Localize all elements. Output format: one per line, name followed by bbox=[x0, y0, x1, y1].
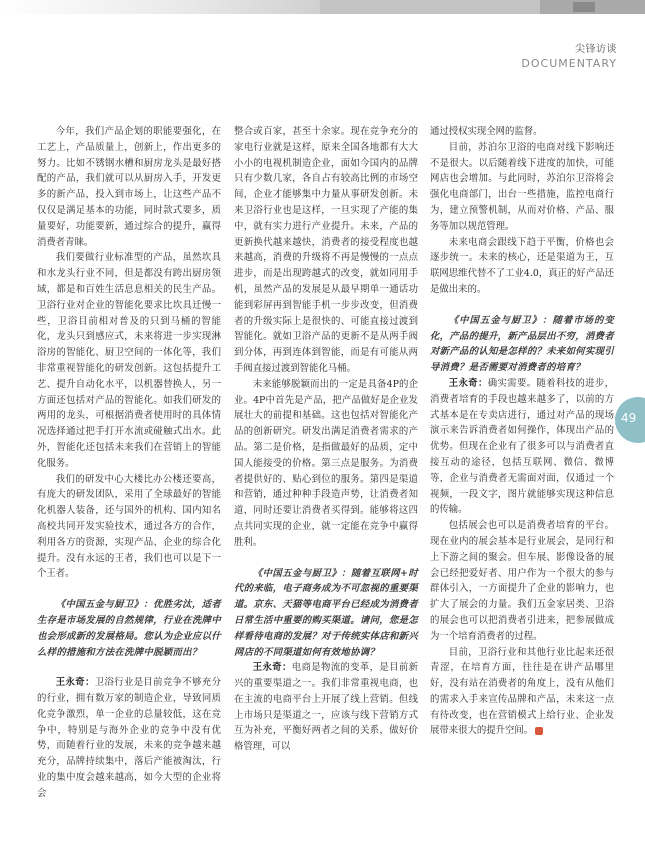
paragraph-text: 目前，卫浴行业和其他行业比起来还很青涩，在培育方面，往往是在讲产品哪里好，没有站在消费者的角度上，没有从他们的需求入手来宣传品牌和产品，未来这一点有待改变，也在营销模式上给行业、企业发展带来很大的提升空间。 bbox=[430, 646, 614, 737]
header-band-notch bbox=[573, 2, 595, 12]
interview-answer bbox=[234, 660, 418, 755]
paragraph: 目前，苏泊尔卫浴的电商对线下影响还不是很大。以后随着线下进度的加快，可能网店也会增加。与此同时，苏泊尔卫浴将会强化电商部门，出台一些措施，监控电商行为，建立预警机制，从而对价格、产品、服务等加以规范管理。 bbox=[430, 141, 614, 232]
section-label bbox=[521, 40, 617, 70]
header-band-gradient bbox=[0, 0, 320, 14]
paragraph: 包括展会也可以是消费者培育的平台。现在业内的展会基本是行业展会，是同行和上下游之间的聚会。但车展、影像设备的展会已经把爱好者、用户作为一个很大的参与群体引入，一方面提升了企业的影响力，也扩大了展会的力量。我们五金家居类、卫浴的展会也可以把消费者引进来，把参展做成为一个培育消费者的过程。 bbox=[430, 520, 614, 642]
paragraph: 我们要做行业标准型的产品，虽然坎具和水龙头行业不同，但是都没有跨出厨房领域，都是和百姓生活息息相关的民生产品。卫浴行业对企业的智能化要求比坎具迁慢一些，卫浴目前相对普及的只到马桶的智能化，龙头只到感应式，未来将进一步实现淋浴房的智能化、厨卫空间的一体化等，我们非常重视智能化的研发创新。这包括提升工艺、提升自动化水平，以机器替换人，另一方面还包括对产品的智能化。如我们研发的两用的龙头，可根据消费者使用时的具体情况选择通过把手打开水流或碰触式出水。此外，智能化还包括未来我们在营销上的智能化服务。 bbox=[37, 252, 221, 469]
interview-question: 《中国五金与厨卫》：优胜劣汰，适者生存是市场发展的自然规律，行业在洗牌中也会形成新的发展格局。您认为企业应以什么样的措施和方法在洗牌中脱颖而出？ bbox=[37, 599, 221, 658]
answer-text: 电商是物流的变革，是目前新兴的重要渠道之一。我们非常重视电商，也在主流的电商平台上开展了线上营销。但线上市场只是渠道之一，应该与线下营销方式互为补充，平衡好两者之间的关系，做好价格管理，可以 bbox=[234, 662, 418, 753]
answer-text: 卫浴行业是目前竞争不够充分的行业，拥有数万家的制造企业，导致同质化竞争激烈，单一企业的总量较低，这在竞争中，特别是与海外企业的竞争中没有优势，而随着行业的发展，未来的竞争越来越充分，品牌持续集中，落后产能被淘汰，行业的集中度会越来越高，如今大型的企业将会 bbox=[37, 677, 221, 799]
speaker-name: 王永奇： bbox=[252, 662, 292, 674]
section-title-cn: 尖锋访谈 bbox=[575, 44, 617, 55]
paragraph: 通过授权实现全网的监督。 bbox=[430, 126, 543, 137]
interview-question: 《中国五金与厨卫》：随着互联网+时代的来临，电子商务成为不可忽视的重要渠道。京东、天猫等电商平台已经成为消费者日常生活中重要的购买渠道。请问，您是怎样看待电商的发展？对于传统实体店和新兴网店的不同渠道如何有效地协调？ bbox=[234, 567, 418, 658]
paragraph: 整合或百家，甚至十余家。现在竞争充分的家电行业就是这样，原来全国各地都有大大小小的电视机制造企业，面如今国内的品牌只有少数几家，各自占有较高比例的市场空间，企业才能够集中力量从事研发创新。未来卫浴行业也是这样，一旦实现了产能的集中，就有实力进行产业提升。未来，产品的更新换代越来越快，消费者的接受程度也越来越高，消费的升级将不再是慢慢的一点点进步，而是出现跨越式的改变，就如同用手机，虽然产品的发展是从最早期单一通话功能到彩屏再到智能手机一步步改变，但消费者的升级实际上是很快的、可能直接过渡到智能化。就如卫浴产品的更新不是从两手阀到分体，再到连体到智能，而是有可能从两手阀直接过渡到智能化马桶。 bbox=[234, 126, 418, 374]
section-title-en: DOCUMENTARY bbox=[521, 57, 617, 70]
speaker-name: 王永奇： bbox=[55, 677, 95, 689]
paragraph: 未来能够脱颖而出的一定是具备4P的企业。4P中首先是产品，把产品做好是企业发展壮大的前提和基础。这也包括对智能化产品的创新研究。研发出满足消费者需求的产品。第二是价格，是指做最好的品质，定中国人能接受的价格。第三点是服务。为消费者提供好的、贴心到位的服务。第四是渠道和营销，通过种种手段造声势，让消费者知道，同时还要让消费者买得到。能够将这四点共同实现的企业，就一定能在竞争中赢得胜利。 bbox=[234, 378, 418, 548]
paragraph: 今年，我们产品企划的职能要强化，在工艺上，产品质量上，创新上，作出更多的努力。比如不锈钢水槽和厨房龙头是最好搭配的产品，我们就可以从厨房入手，开发更多的新产品，投入到市场上，让这些产品不仅仅是满足基本的功能，同时款式要多，质量要好，功能要新，通过综合的提升，赢得消费者青睐。 bbox=[37, 126, 221, 248]
end-of-article-icon bbox=[535, 727, 543, 735]
text-column-2 bbox=[234, 124, 418, 755]
paragraph: 我们的研发中心大楼比办公楼还要高，有庞大的研发团队，采用了全球最好的智能化机器人装备，还与国外的机构、国内知名高校共同开发实验技术，通过各方的合作，利用各方的资源，实现产品、企业的综合化提升。没有永远的王者，我们也可以是下一个王者。 bbox=[37, 473, 221, 580]
interview-answer bbox=[430, 376, 614, 518]
paragraph bbox=[430, 645, 614, 740]
page-number: 49 bbox=[621, 411, 637, 425]
text-column-3 bbox=[430, 124, 614, 739]
interview-question: 《中国五金与厨卫》：随着市场的变化，产品的提升，新产品层出不穷，消费者对新产品的认知是怎样的？未来如何实现引导消费？是否需要对消费者的培育？ bbox=[430, 314, 614, 374]
header-band bbox=[0, 0, 645, 14]
paragraph: 未来电商会跟线下趋于平衡，价格也会逐步统一。未来的核心，还是渠道为王，互联网思维代替不了工业4.0，真正的好产品还是做出来的。 bbox=[430, 236, 614, 295]
text-column-1 bbox=[37, 124, 221, 802]
speaker-name: 王永奇： bbox=[448, 377, 488, 389]
answer-text: 确实需要。随着科技的进步，消费者培育的手段也越来越多了，以前的方式基本是在专卖店进行，通过对产品的现场演示来告诉消费者如何操作，体现出产品的优势。但现在企业有了很多可以与消费者直接互动的途径，包括互联网、微信、微博等，企业与消费者无需面对面，仅通过一个视频，一段文字，图片就能够实现这种信息的传输。 bbox=[430, 377, 614, 516]
interview-answer bbox=[37, 675, 221, 801]
page-number-tab bbox=[615, 397, 645, 443]
